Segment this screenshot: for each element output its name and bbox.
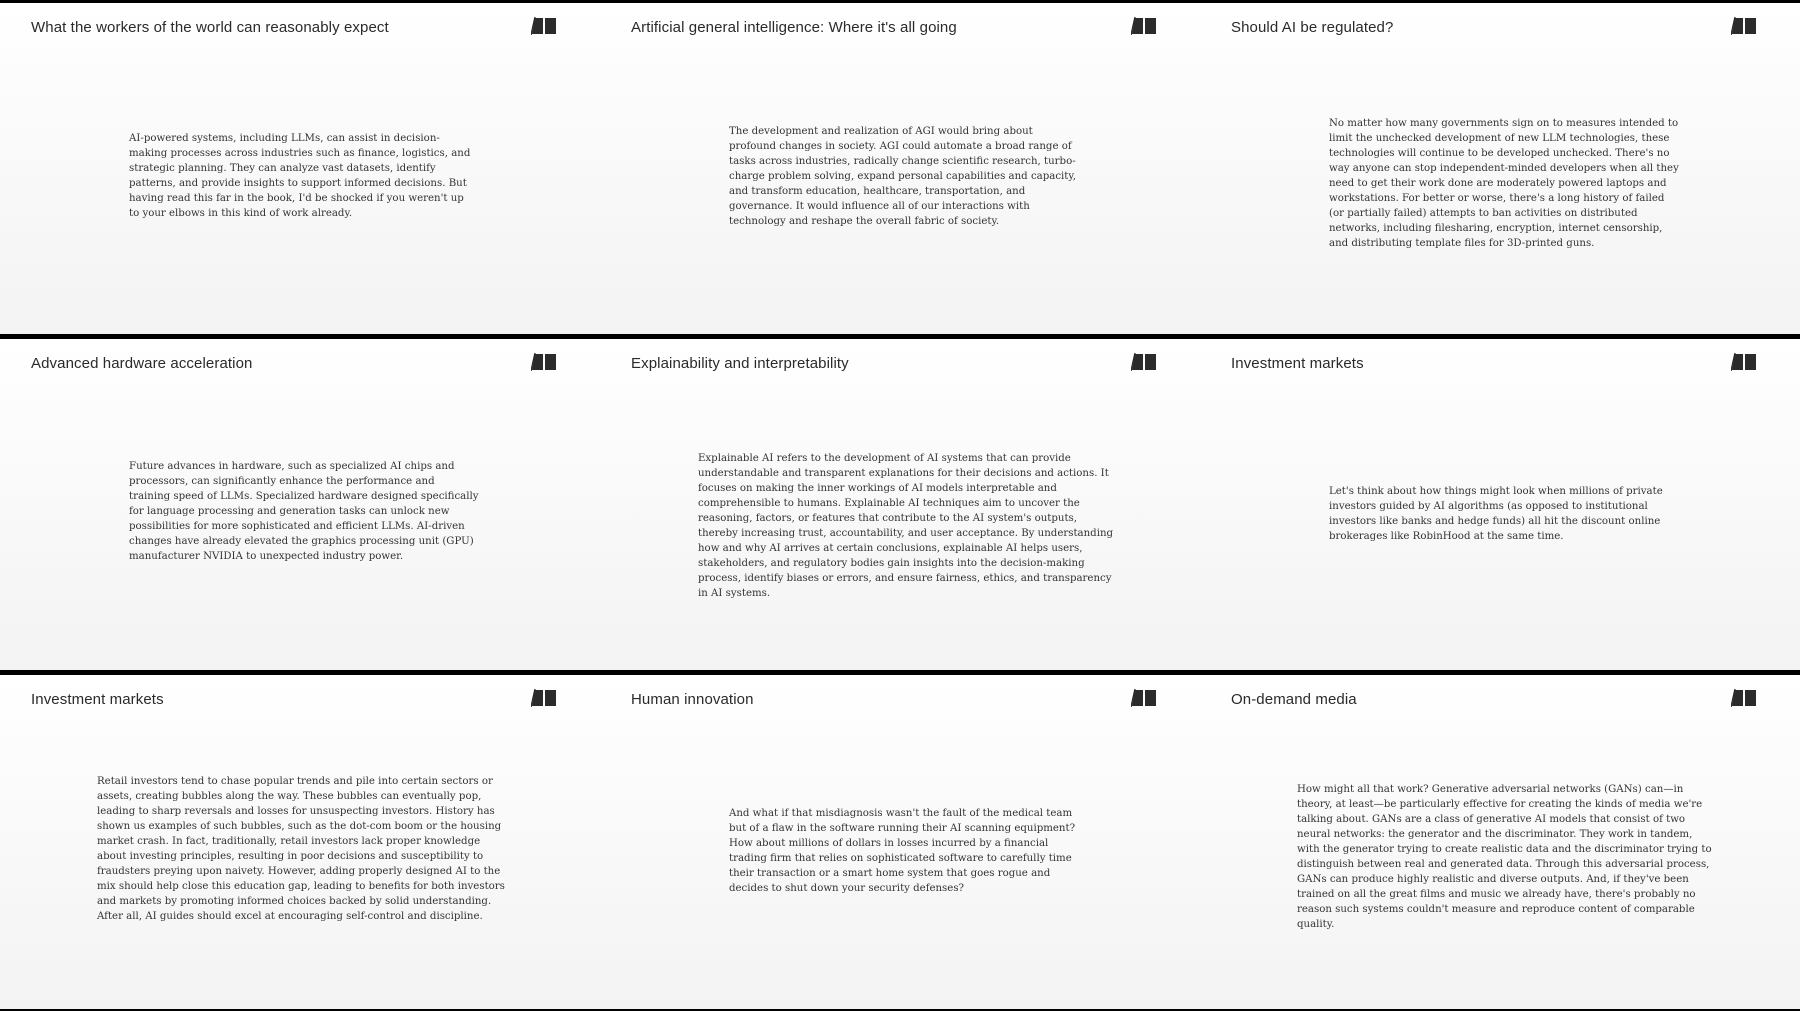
book-open-icon[interactable] [1131,17,1157,35]
excerpt-card[interactable] [1200,339,1800,675]
card-title: Should AI be regulated? [1231,19,1394,36]
excerpt-card[interactable] [1200,675,1800,1011]
card-title: Advanced hardware acceleration [31,355,253,372]
excerpt-card[interactable] [0,339,600,675]
book-open-icon[interactable] [1131,689,1157,707]
book-open-icon[interactable] [531,353,557,371]
card-excerpt[interactable]: Future advances in hardware, such as specialized AI chips and processors, can significantly enhance the performance and training speed of LLMs. Specialized hardware designed specifically for language processing and generation tasks can unlock new possibilities for more sophisticated and efficient LLMs. AI-driven changes have already elevated the graphics processing unit (GPU) manufacturer NVIDIA to unexpected industry power. [129,461,479,562]
card-excerpt[interactable]: How might all that work? Generative adversarial networks (GANs) can—in theory, at least—be particularly effective for creating the kinds of media we're talking about. GANs are a class of generative AI models that consist of two neural networks: the generator and the discriminator. They work in tandem, with the generator trying to create realistic data and the discriminator trying to distinguish between real and generated data. Through this adversarial process, GANs can produce highly realistic and diverse outputs. And, if they've been trained on all the great films and music we already have, there's probably no reason such systems couldn't measure and reproduce content of comparable quality. [1297,784,1712,930]
card-excerpt[interactable]: AI-powered systems, including LLMs, can assist in decision-making processes across industries such as finance, logistics, and strategic planning. They can analyze vast datasets, identify patterns, and provide insights to support informed decisions. But having read this far in the book, I'd be shocked if you weren't up to your elbows in this kind of work already. [129,133,471,219]
book-open-icon[interactable] [1731,689,1757,707]
card-title: Investment markets [31,691,164,708]
card-excerpt[interactable]: The development and realization of AGI would bring about profound changes in society. AGI could automate a broad range of tasks across industries, radically change scientific research, turbo-charge problem solving, expand personal capabilities and capacity, and transform education, healthcare, transportation, and governance. It would influence all of our interactions with technology and reshape the overall fabric of society. [729,126,1077,227]
book-open-icon[interactable] [531,689,557,707]
excerpt-card[interactable] [600,675,1200,1011]
excerpt-card[interactable] [0,3,600,339]
card-excerpt[interactable]: Retail investors tend to chase popular trends and pile into certain sectors or assets, creating bubbles along the way. These bubbles can eventually pop, leading to sharp reversals and losses for unsuspecting investors. History has shown us examples of such bubbles, such as the dot-com boom or the housing market crash. In fact, traditionally, retail investors lack proper knowledge about investing principles, resulting in poor decisions and susceptibility to fraudsters preying upon naivety. However, adding properly designed AI to the mix should help close this education gap, leading to benefits for both investors and markets by promoting informed choices backed by solid understanding. After all, AI guides should excel at encouraging self-control and discipline. [97,776,505,922]
card-title: Human innovation [631,691,754,708]
card-title: Investment markets [1231,355,1364,372]
book-open-icon[interactable] [1731,353,1757,371]
card-title: Explainability and interpretability [631,355,849,372]
book-open-icon[interactable] [531,17,557,35]
excerpt-card[interactable] [600,339,1200,675]
card-excerpt[interactable]: Let's think about how things might look when millions of private investors guided by AI algorithms (as opposed to institutional investors like banks and hedge funds) all hit the discount online brokerages like RobinHood at the same time. [1329,486,1663,542]
card-title: Artificial general intelligence: Where it's all going [631,19,957,36]
excerpt-card[interactable] [0,675,600,1011]
card-excerpt[interactable]: Explainable AI refers to the development of AI systems that can provide understandable and transparent explanations for their decisions and actions. It focuses on making the inner workings of AI models interpretable and comprehensible to humans. Explainable AI techniques aim to uncover the reasoning, factors, or features that contribute to the AI system's outputs, thereby increasing trust, accountability, and user acceptance. By understanding how and why AI arrives at certain conclusions, explainable AI helps users, stakeholders, and regulatory bodies gain insights into the decision-making process, identify biases or errors, and ensure fairness, ethics, and transparency in AI systems. [698,453,1114,599]
book-open-icon[interactable] [1731,17,1757,35]
card-excerpt[interactable]: No matter how many governments sign on to measures intended to limit the unchecked development of new LLM technologies, these technologies will continue to be developed unchecked. There's no way anyone can stop independent-minded developers when all they need to get their work done are moderately powered laptops and workstations. For better or worse, there's a long history of failed (or partially failed) attempts to ban activities on distributed networks, including filesharing, encryption, internet censorship, and distributing template files for 3D-printed guns. [1329,118,1679,249]
excerpt-card[interactable] [600,3,1200,339]
book-open-icon[interactable] [1131,353,1157,371]
card-excerpt[interactable]: And what if that misdiagnosis wasn't the fault of the medical team but of a flaw in the software running their AI scanning equipment? How about millions of dollars in losses incurred by a financial trading firm that relies on sophisticated software to carefully time their transaction or a smart home system that goes rogue and decides to shut down your security defenses? [729,808,1076,894]
card-title: On-demand media [1231,691,1357,708]
card-title: What the workers of the world can reasonably expect [31,19,389,36]
excerpt-card[interactable] [1200,3,1800,339]
